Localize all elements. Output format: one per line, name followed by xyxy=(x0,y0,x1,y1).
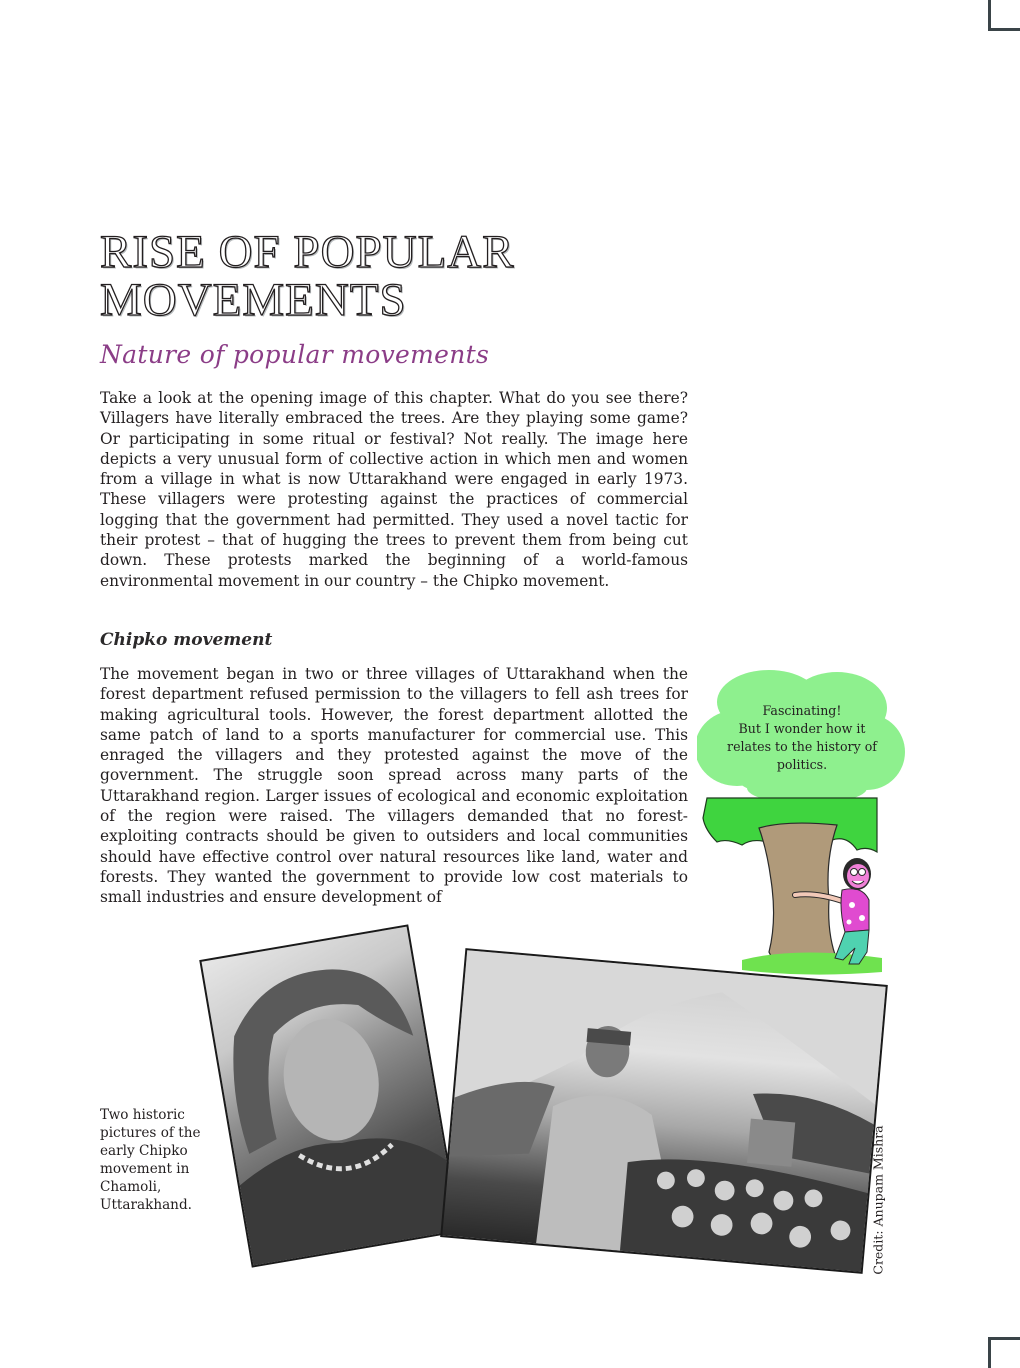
subsection-heading: Chipko movement xyxy=(100,630,273,650)
bubble-line: Fascinating! xyxy=(762,703,842,718)
chapter-title-line-1: RISE OF POPULAR xyxy=(100,226,515,278)
crop-mark-bottom-right-vertical xyxy=(988,1337,991,1368)
crowd-scene-icon xyxy=(442,950,886,1275)
caption-line: Uttarakhand. xyxy=(100,1197,192,1213)
crop-mark-top-right-horizontal xyxy=(988,28,1020,31)
bubble-line: But I wonder how it xyxy=(738,721,866,736)
intro-paragraph: Take a look at the opening image of this chapter. What do you see there? Villagers have literally embraced the trees. Are they playing some game? Or participating in some ritual or festival? Not really. The image here depicts a very unusual form of collective action in which men and women from a village in what is now Uttarakhand were engaged in early 1973. These villagers were protesting against the practices of commercial logging that the government had permitted. They used a novel tactic for their protest – that of hugging the trees to prevent them from being cut down. These protests marked the beginning of a world-famous environmental movement in our country – the Chipko movement. xyxy=(100,389,688,590)
chapter-title xyxy=(100,228,515,324)
chapter-title-line-2: MOVEMENTS xyxy=(100,274,407,326)
caption-line: movement in xyxy=(100,1161,190,1177)
chipko-paragraph: The movement began in two or three villages of Uttarakhand when the forest department refused permission to the villagers to fell ash trees for making agricultural tools. However, the forest department allotted the same patch of land to a sports manufacturer for commercial use. This enraged the villagers and they protested against the move of the government. The struggle soon spread across many parts of the Uttarakhand region. Larger issues of ecological and economic exploitation of the region were raised. The villagers demanded that no forest-exploiting contracts should be given to outsiders and local communities should have effective control over natural resources like land, water and forests. They wanted the government to provide low cost materials to small industries and ensure development of xyxy=(100,665,688,907)
thought-bubble-text xyxy=(712,702,892,774)
caption-line: Two historic xyxy=(100,1107,185,1123)
caption-line: pictures of the xyxy=(100,1125,201,1141)
bubble-line: politics. xyxy=(776,757,828,772)
bubble-line: relates to the history of xyxy=(727,739,877,754)
caption-line: early Chipko xyxy=(100,1143,188,1159)
caption-line: Chamoli, xyxy=(100,1179,162,1195)
photo-chipko-gathering xyxy=(440,948,888,1274)
photo-credit: Credit: Anupam Mishra xyxy=(870,1125,886,1275)
photo-chipko-woman xyxy=(199,924,461,1267)
section-heading: Nature of popular movements xyxy=(100,340,490,369)
figure-caption xyxy=(100,1106,220,1214)
crop-mark-bottom-right-horizontal xyxy=(988,1337,1020,1340)
crop-mark-top-right-vertical xyxy=(988,0,991,31)
woman-portrait-icon xyxy=(202,927,459,1266)
